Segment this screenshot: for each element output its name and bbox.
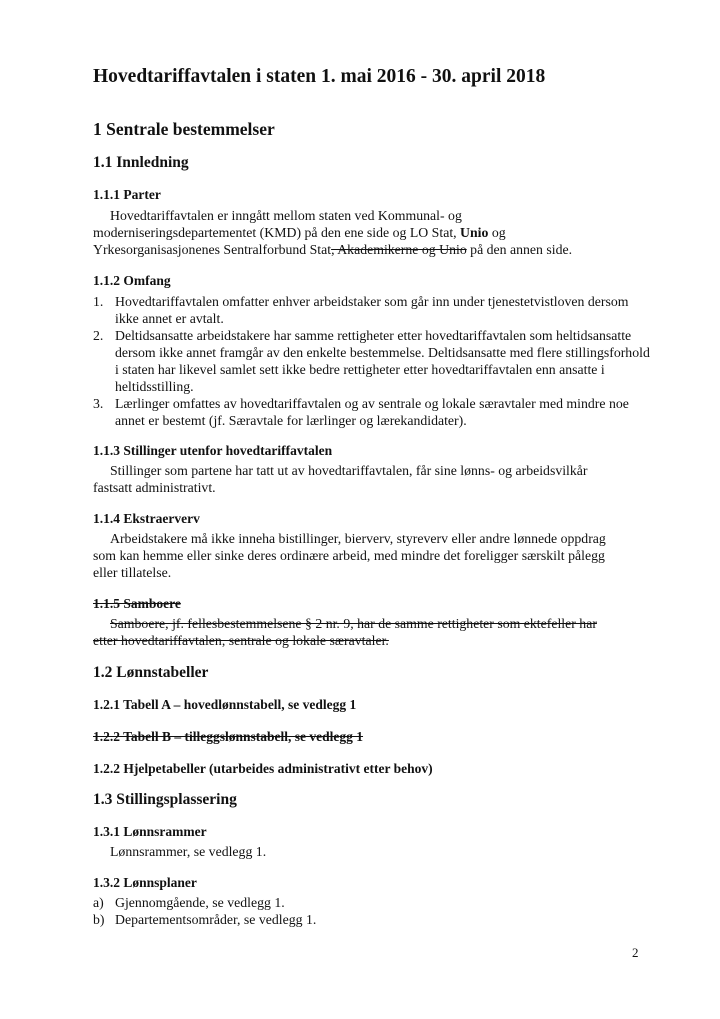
parter-line-2a: moderniseringsdepartementet (KMD) på den ene side og LO Stat, [93,225,461,240]
ekstraerverv-line-2: som kan hemme eller sinke deres ordinære arbeid, med mindre det foreligger særskilt pålegg [93,548,605,563]
section-1-3-heading: 1.3 Stillingsplassering [93,791,237,808]
list-item-letter: a) [93,895,104,910]
list-item-text: Gjennomgående, se vedlegg 1. [115,895,285,910]
page-number: 2 [632,945,639,960]
section-1-1-heading: 1.1 Innledning [93,154,189,171]
ekstraerverv-line-1: Arbeidstakere må ikke inneha bistillinger, bierverv, styreverv eller andre lønnede oppdrag [110,531,606,546]
ekstraerverv-paragraph [93,530,606,581]
ekstraerverv-line-3: eller tillatelse. [93,565,172,580]
section-1-heading: 1 Sentrale bestemmelser [93,119,275,139]
samboere-line-1: Samboere, jf. fellesbestemmelsene § 2 nr. 9, har de samme rettigheter som ektefeller har [110,616,597,631]
section-1-2-1-heading: 1.2.1 Tabell A – hovedlønnstabell, se vedlegg 1 [93,697,357,712]
section-1-3-1-heading: 1.3.1 Lønnsrammer [93,824,207,839]
parter-line-2 [93,224,572,241]
list-item-number: 3. [93,396,104,411]
list-item-number: 2. [93,328,104,343]
list-item [93,911,653,928]
lonnsplaner-list [93,894,653,928]
section-1-2-2-heading-struck: 1.2.2 Tabell B – tilleggslønnstabell, se vedlegg 1 [93,729,364,744]
samboere-line-2: etter hovedtariffavtalen, sentrale og lokale særavtaler. [93,633,389,648]
list-item-text: Hovedtariffavtalen omfatter enhver arbeidstaker som går inn under tjenestetvistloven dersom ikke annet er avtalt. [115,294,629,326]
section-1-1-3-heading: 1.1.3 Stillinger utenfor hovedtariffavtalen [93,443,333,458]
section-1-1-1-heading: 1.1.1 Parter [93,187,161,202]
section-1-3-2-heading: 1.3.2 Lønnsplaner [93,875,197,890]
section-1-2-2-heading: 1.2.2 Hjelpetabeller (utarbeides administrativt etter behov) [93,761,433,776]
list-item-text: Departementsområder, se vedlegg 1. [115,912,317,927]
parter-line-3a: Yrkesorganisasjonenes Sentralforbund Stat [93,242,332,257]
stillinger-line-1: Stillinger som partene har tatt ut av hovedtariffavtalen, får sine lønns- og arbeidsvilkår [110,463,588,478]
omfang-list [93,293,653,429]
parter-line-2c: og [488,225,506,240]
list-item [93,293,653,327]
samboere-paragraph-struck [93,615,597,649]
section-1-1-4-heading: 1.1.4 Ekstraerverv [93,511,200,526]
parter-struck-text: , Akademikerne og Unio [331,242,467,257]
list-item-text: Lærlinger omfattes av hovedtariffavtalen og av sentrale og lokale særavtaler med mindre noe annet er bestemt (jf. Særavtale for lærlinger og lærekandidater). [115,396,629,428]
lonnsrammer-text: Lønnsrammer, se vedlegg 1. [110,844,267,859]
list-item-text: Deltidsansatte arbeidstakere har samme rettigheter etter hovedtariffavtalen som heltidsansatte dersom ikke annet framgår av den enkelte bestemmelse. Deltidsansatte med flere stillingsforhold i staten har likevel samlet sett ikke bedre rettigheter etter hovedtariffavtalen enn ansatte i heltidsstilling. [115,328,650,394]
list-item [93,327,653,395]
parter-paragraph [93,207,572,258]
list-item-number: 1. [93,294,104,309]
parter-line-3 [93,241,572,258]
list-item [93,894,653,911]
parter-line-3c: på den annen side. [466,242,573,257]
list-item-letter: b) [93,912,105,927]
section-1-2-heading: 1.2 Lønnstabeller [93,664,209,681]
stillinger-line-2: fastsatt administrativt. [93,480,216,495]
document-title: Hovedtariffavtalen i staten 1. mai 2016 - 30. april 2018 [93,66,546,87]
parter-unio-bold: Unio [460,225,489,240]
parter-line-1: Hovedtariffavtalen er inngått mellom staten ved Kommunal- og [110,208,462,223]
section-1-1-2-heading: 1.1.2 Omfang [93,273,171,288]
stillinger-paragraph [93,462,588,496]
list-item [93,395,653,429]
section-1-1-5-heading-struck: 1.1.5 Samboere [93,596,181,611]
